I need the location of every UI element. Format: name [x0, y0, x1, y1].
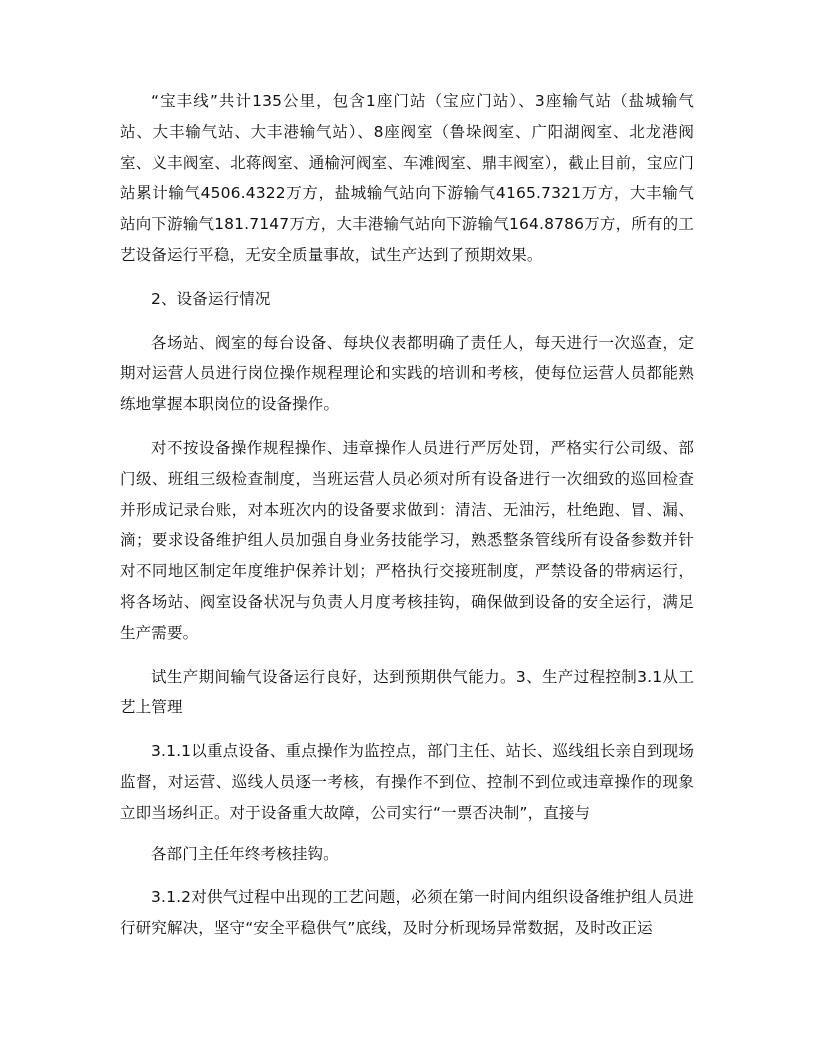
paragraph-key-monitoring: 3.1.1以重点设备、重点操作为监控点，部门主任、站长、巡线组长亲自到现场监督，对运营、巡线人员逐一考核，有操作不到位、控制不到位或违章操作的现象立即当场纠正。对于设备重大故障，公司实行“一票否决制”，直接与 — [120, 742, 694, 822]
paragraph-operation-rules: 对不按设备操作规程操作、违章操作人员进行严厉处罚，严格实行公司级、部门级、班组三级检查制度，当班运营人员必须对所有设备进行一次细致的巡回检查并形成记录台账，对本班次内的设备要求做到：清洁、无油污，杜绝跑、冒、漏、滴；要求设备维护组人员加强自身业务技能学习，熟悉整条管线所有设备参数并针对不同地区制定年度维护保养计划；严格执行交接班制度，严禁设备的带病运行，将各场站、阀室设备状况与负责人月度考核挂钩，确保做到设备的安全运行，满足生产需要。 — [120, 438, 694, 642]
document-body — [120, 86, 694, 957]
paragraph-trial-production: 试生产期间输气设备运行良好，达到预期供气能力。3、生产过程控制3.1从工艺上管理 — [120, 667, 694, 717]
paragraph-process-issues: 3.1.2对供气过程中出现的工艺问题，必须在第一时间内组织设备维护组人员进行研究解决，坚守“安全平稳供气”底线，及时分析现场异常数据，及时改正运 — [120, 888, 694, 938]
paragraph-inspection-responsibility: 各场站、阀室的每台设备、每块仪表都明确了责任人，每天进行一次巡查，定期对运营人员进行岗位操作规程理论和实践的培训和考核，使每位运营人员都能熟练地掌握本职岗位的设备操作。 — [120, 333, 694, 414]
paragraph-line-overview: “宝丰线”共计135公里，包含1座门站（宝应门站）、3座输气站（盐城输气站、大丰输气站、大丰港输气站）、8座阀室（鲁垛阀室、广阳湖阀室、北龙港阀室、义丰阀室、北蒋阀室、通榆河阀室、车滩阀室、鼎丰阀室），截止目前，宝应门站累计输气4506.4322万方，盐城输气站向下游输气4165.7321万方，大丰输气站向下游输气181.7147万方，大丰港输气站向下游输气164.8786万方，所有的工艺设备运行平稳，无安全质量事故，试生产达到了预期效果。 — [120, 92, 694, 264]
section-heading-equipment-operation: 2、设备运行情况 — [151, 289, 271, 308]
paragraph-annual-assessment: 各部门主任年终考核挂钩。 — [151, 844, 339, 863]
